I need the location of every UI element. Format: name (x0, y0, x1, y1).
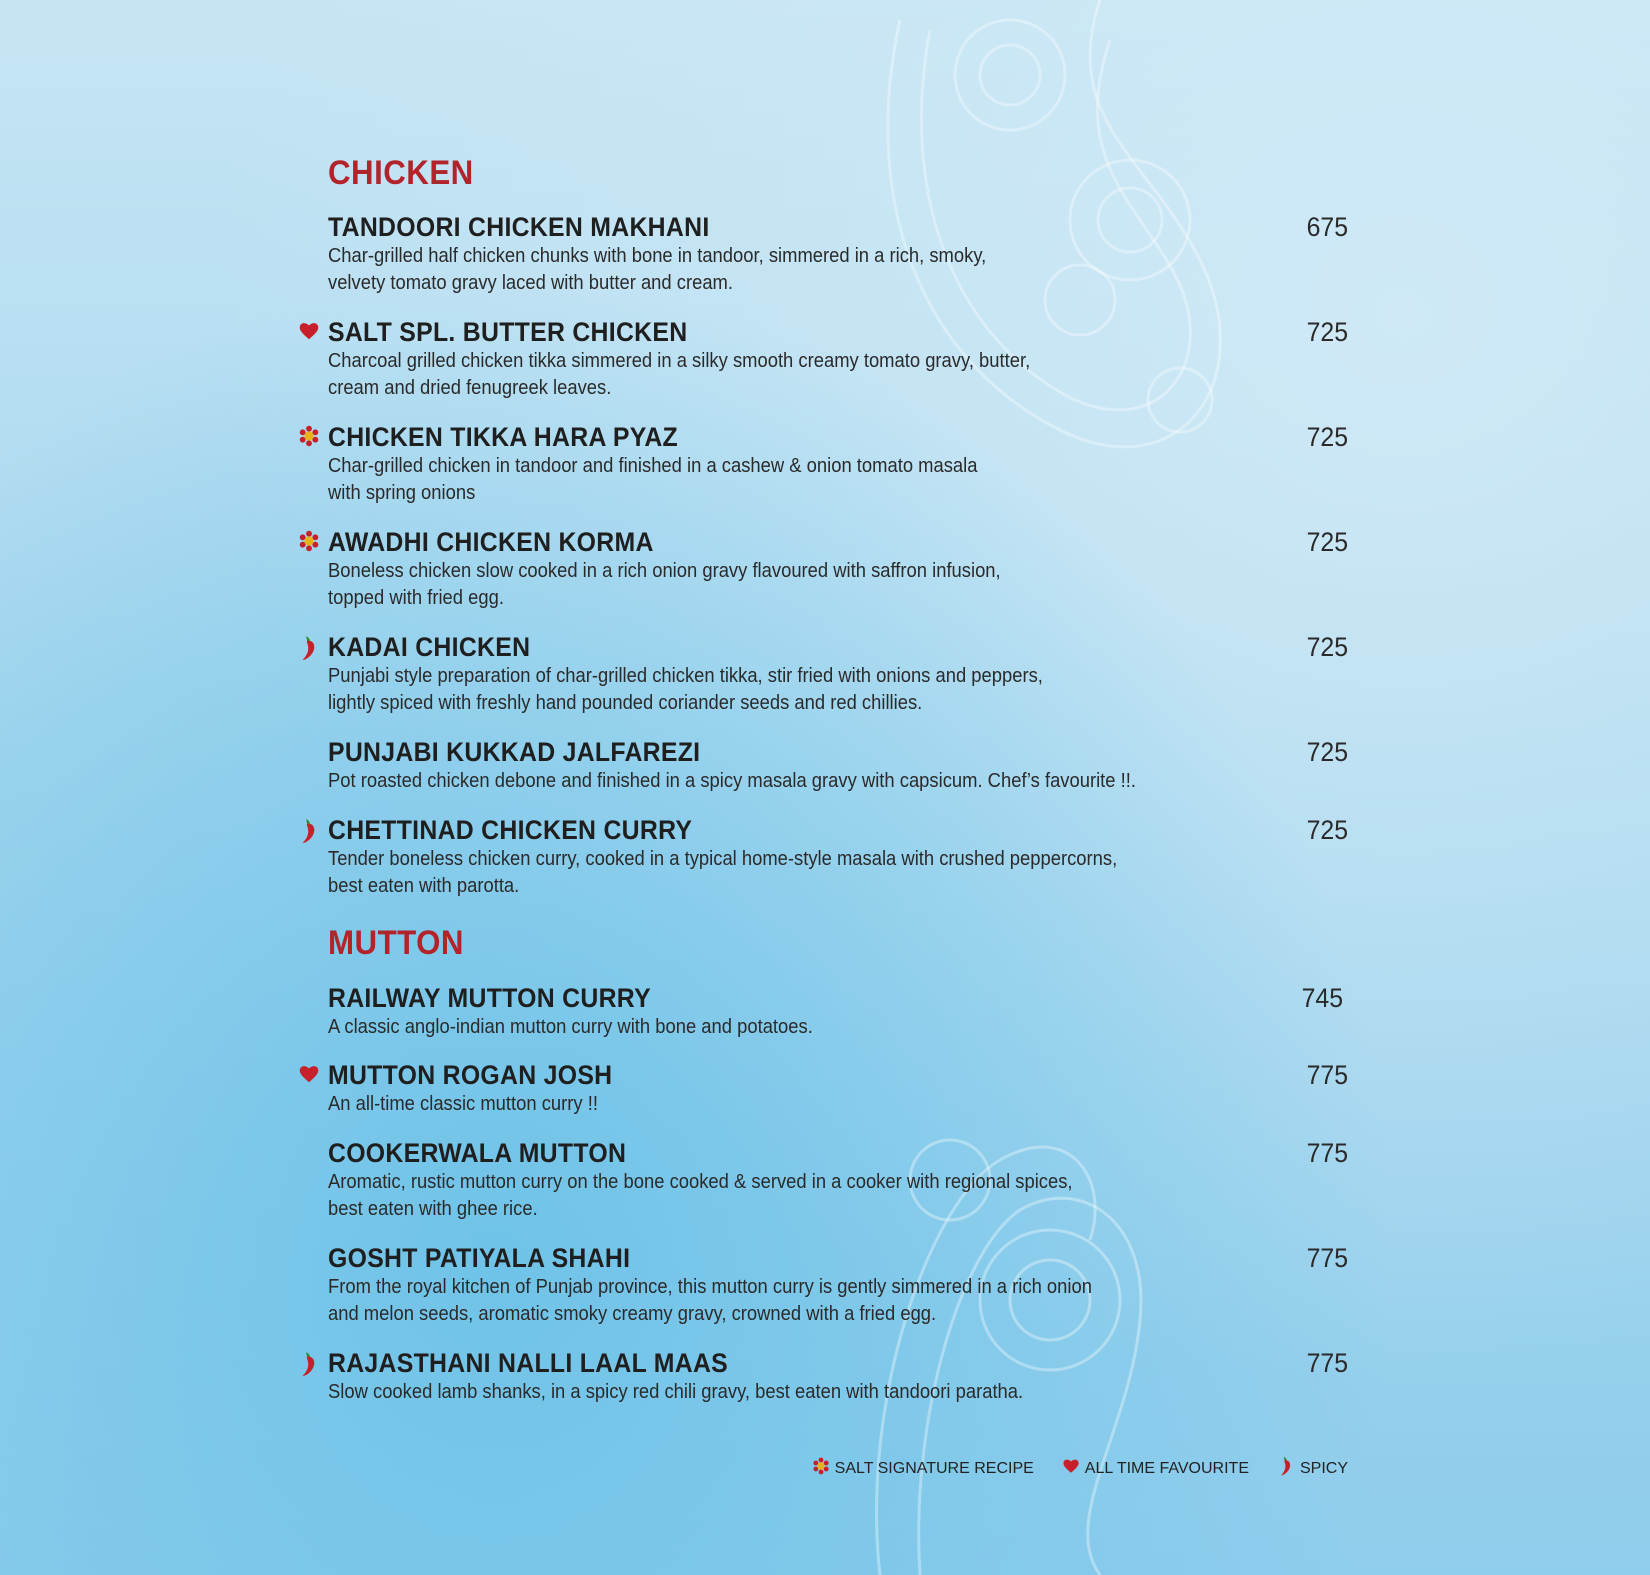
chili-icon (1277, 1456, 1295, 1481)
item-price: 775 (1306, 1060, 1348, 1090)
chili-icon (298, 635, 320, 659)
item-price: 675 (1306, 212, 1348, 242)
menu-page (328, 0, 1348, 1575)
section-title-chicken: CHICKEN (328, 154, 474, 192)
section-title-mutton: MUTTON (328, 924, 464, 962)
menu-item (328, 737, 1348, 795)
legend-label: SALT SIGNATURE RECIPE (834, 1459, 1034, 1477)
heart-icon (298, 1063, 320, 1087)
item-name: RAJASTHANI NALLI LAAL MAAS (328, 1348, 729, 1378)
menu-item (328, 983, 1348, 1041)
legend-label: ALL TIME FAVOURITE (1084, 1459, 1249, 1477)
item-description: From the royal kitchen of Punjab province, this mutton curry is gently simmered in a rich onion and melon seeds, aromatic smoky creamy gravy, crowned with a fried egg. (328, 1276, 1092, 1325)
menu-item (328, 1060, 1348, 1118)
item-description: Boneless chicken slow cooked in a rich onion gravy flavoured with saffron infusion, topped with fried egg. (328, 560, 1001, 609)
chili-icon (298, 1351, 320, 1375)
item-name: PUNJABI KUKKAD JALFAREZI (328, 737, 701, 767)
item-name: CHETTINAD CHICKEN CURRY (328, 815, 693, 845)
item-name: RAILWAY MUTTON CURRY (328, 983, 651, 1013)
item-price: 745 (1301, 983, 1343, 1013)
item-price: 725 (1306, 815, 1348, 845)
legend-label: SPICY (1299, 1459, 1348, 1477)
flower-icon (812, 1456, 830, 1481)
item-description: An all-time classic mutton curry !! (328, 1093, 598, 1115)
menu-item (328, 1243, 1348, 1328)
item-price: 725 (1306, 422, 1348, 452)
menu-item (328, 1348, 1348, 1406)
item-price: 775 (1306, 1348, 1348, 1378)
item-name: MUTTON ROGAN JOSH (328, 1060, 613, 1090)
menu-item (328, 815, 1348, 900)
item-name: SALT SPL. BUTTER CHICKEN (328, 317, 688, 347)
item-name: COOKERWALA MUTTON (328, 1138, 627, 1168)
legend-entry-signature (812, 1456, 1034, 1481)
legend-entry-spicy (1277, 1456, 1348, 1481)
menu-item (328, 212, 1348, 297)
menu-item (328, 632, 1348, 717)
item-name: TANDOORI CHICKEN MAKHANI (328, 212, 710, 242)
item-description: Aromatic, rustic mutton curry on the bone cooked & served in a cooker with regional spices, best eaten with ghee rice. (328, 1171, 1073, 1220)
flower-icon (298, 425, 320, 449)
item-name: KADAI CHICKEN (328, 632, 531, 662)
legend (812, 1456, 1348, 1481)
item-description: Charcoal grilled chicken tikka simmered in a silky smooth creamy tomato gravy, butter, cream and dried fenugreek leaves. (328, 350, 1031, 399)
item-name: AWADHI CHICKEN KORMA (328, 527, 654, 557)
item-description: Char-grilled chicken in tandoor and finished in a cashew & onion tomato masala with spring onions (328, 455, 978, 504)
item-price: 775 (1306, 1138, 1348, 1168)
item-price: 725 (1306, 317, 1348, 347)
legend-entry-favourite (1062, 1456, 1249, 1481)
item-price: 725 (1306, 632, 1348, 662)
item-price: 725 (1306, 527, 1348, 557)
item-description: Slow cooked lamb shanks, in a spicy red chili gravy, best eaten with tandoori paratha. (328, 1381, 1024, 1403)
item-description: Pot roasted chicken debone and finished in a spicy masala gravy with capsicum. Chef’s favourite !!. (328, 770, 1136, 792)
chili-icon (298, 818, 320, 842)
item-price: 775 (1306, 1243, 1348, 1273)
menu-item (328, 422, 1348, 507)
item-name: GOSHT PATIYALA SHAHI (328, 1243, 631, 1273)
item-description: Char-grilled half chicken chunks with bone in tandoor, simmered in a rich, smoky, velvety tomato gravy laced with butter and cream. (328, 245, 987, 294)
menu-item (328, 527, 1348, 612)
heart-icon (1062, 1456, 1080, 1481)
menu-item (328, 1138, 1348, 1223)
item-price: 725 (1306, 737, 1348, 767)
flower-icon (298, 530, 320, 554)
menu-item (328, 317, 1348, 402)
item-description: Tender boneless chicken curry, cooked in a typical home-style masala with crushed peppercorns, best eaten with parotta. (328, 848, 1118, 897)
item-description: A classic anglo-indian mutton curry with bone and potatoes. (328, 1016, 813, 1038)
heart-icon (298, 320, 320, 344)
item-name: CHICKEN TIKKA HARA PYAZ (328, 422, 678, 452)
item-description: Punjabi style preparation of char-grilled chicken tikka, stir fried with onions and peppers, lightly spiced with freshly hand pounded coriander seeds and red chillies. (328, 665, 1043, 714)
